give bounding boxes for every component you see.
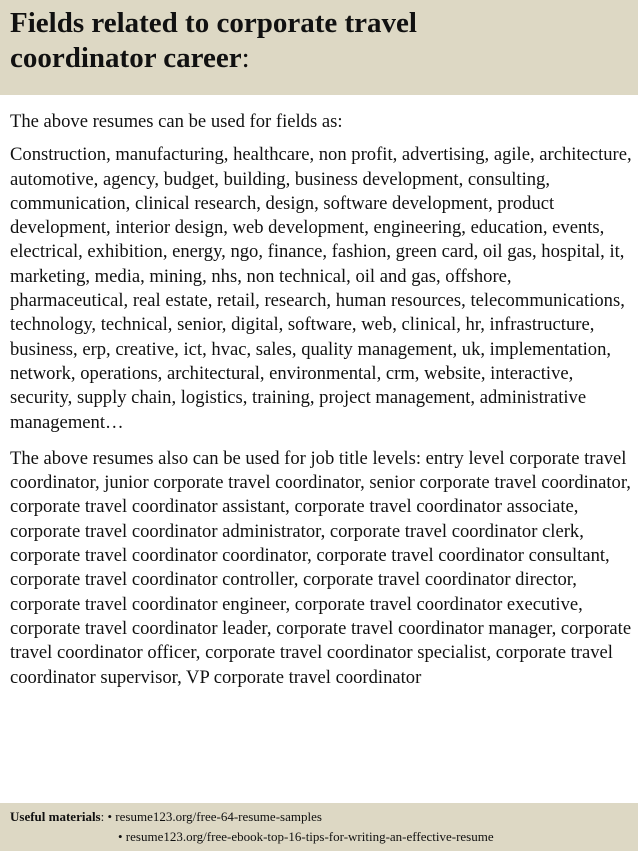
footer-banner — [0, 803, 638, 851]
useful-materials-separator: : — [100, 809, 108, 824]
page-title-colon: : — [241, 42, 250, 74]
useful-materials-label: Useful materials — [10, 809, 101, 824]
fields-list-text: Construction, manufacturing, healthcare, non profit, advertising, agile, architecture, automotive, agency, budget, building, business development, consulting, communication, clinical research, design, software development, product development, interior design, web development, engineering, education, events, electrical, exhibition, energy, ngo, finance, fashion, green card, oil gas, hospital, it, marketing, media, mining, nhs, non technical, oil and gas, offshore, pharmaceutical, real estate, retail, research, human resources, telecommunications, technology, technical, senior, digital, software, web, clinical, hr, infrastructure, business, erp, creative, ict, hvac, sales, quality management, uk, implementation, network, operations, architectural, environmental, crm, website, interactive, security, supply chain, logistics, training, project management, administrative management… — [10, 144, 632, 433]
job-levels-text: The above resumes also can be used for job title levels: entry level corporate travel coordinator, junior corporate travel coordinator, senior corporate travel coordinator, corporate travel coordinator assistant, corporate travel coordinator associate, corporate travel coordinator administrator, corporate travel coordinator clerk, corporate travel coordinator coordinator, corporate travel coordinator consultant, corporate travel coordinator controller, corporate travel coordinator director, corporate travel coordinator engineer, corporate travel coordinator executive, corporate travel coordinator leader, corporate travel coordinator manager, corporate travel coordinator officer, corporate travel coordinator specialist, corporate travel coordinator supervisor, VP corporate travel coordinator — [10, 447, 632, 688]
title-banner — [0, 0, 638, 95]
footer-link-ebook[interactable]: • resume123.org/free-ebook-top-16-tips-for-writing-an-effective-resume — [118, 829, 494, 844]
footer-row-2 — [10, 827, 628, 847]
main-content — [10, 110, 634, 803]
footer-link-resume-samples[interactable]: • resume123.org/free-64-resume-samples — [107, 809, 322, 824]
intro-text: The above resumes can be used for fields as: — [10, 111, 343, 132]
page-title-line1: Fields related to corporate travel — [10, 7, 417, 39]
page-title-line2: coordinator career — [10, 42, 242, 74]
footer-row-1 — [10, 807, 628, 827]
page-title — [10, 6, 628, 76]
